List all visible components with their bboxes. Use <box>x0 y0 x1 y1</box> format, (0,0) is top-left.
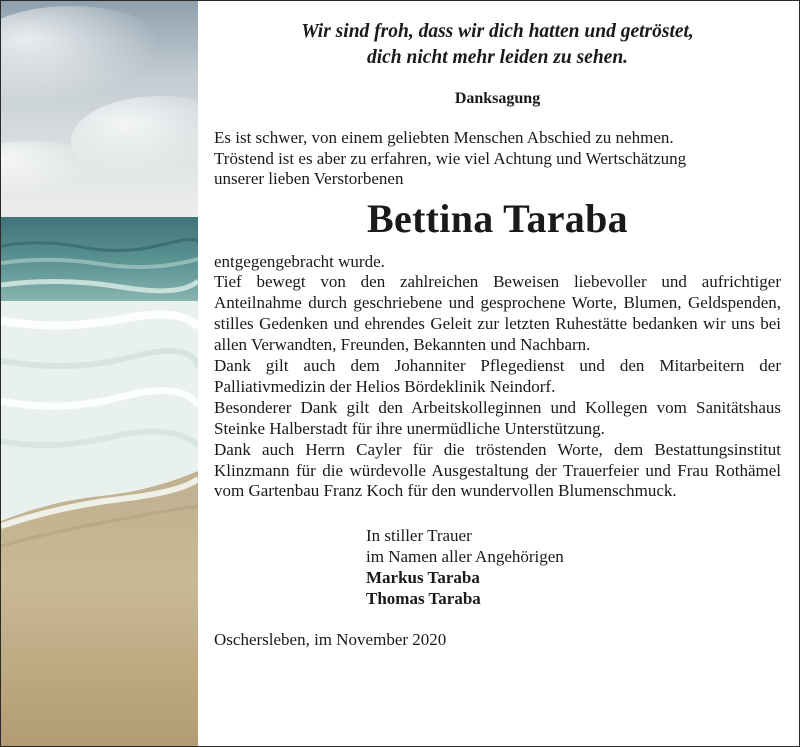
signatory-name: Markus Taraba <box>366 568 480 588</box>
deceased-name: Bettina Taraba <box>367 195 628 241</box>
motto-line: Wir sind froh, dass wir dich hatten und getröstet, <box>301 21 694 42</box>
place-date: Oschersleben, im November 2020 <box>214 630 447 649</box>
mourning-line: im Namen aller Angehörigen <box>366 547 564 567</box>
thanks-body <box>214 252 781 503</box>
intro-line: Tröstend ist es aber zu erfahren, wie viel Achtung und Wertschätzung <box>214 148 687 168</box>
text-column <box>214 1 781 650</box>
beach-photo <box>1 1 198 746</box>
paragraph: Dank auch Herrn Cayler für die tröstenden Worte, dem Bestattungsinstitut Klinzmann für die würdevolle Ausgestaltung der Trauerfeier und Frau Rothämel vom Gartenbau Franz Koch für den wundervollen Blumenschmuck. <box>214 439 781 501</box>
intro-line: unserer lieben Verstorbenen <box>214 169 404 188</box>
paragraph: Tief bewegt von den zahlreichen Beweisen liebevoller und aufrichtiger Anteilnahme durch geschriebene und gesprochene Worte, Blumen, Geldspenden, stilles Gedenken und ehrendes Geleit zur letzten Ruhestätte bedanken wir uns bei allen Verwandten, Freunden, Bekannten und Nachbarn. <box>214 272 781 355</box>
heading-danksagung: Danksagung <box>454 90 541 107</box>
motto-verse <box>214 19 781 71</box>
paragraph: Dank gilt auch dem Johanniter Pflegedienst und den Mitarbeitern der Palliativmedizin der Helios Bördeklinik Neindorf. <box>214 356 781 396</box>
intro-text <box>214 128 781 190</box>
intro-line: Es ist schwer, von einem geliebten Menschen Abschied zu nehmen. <box>214 128 674 147</box>
paragraph: entgegengebracht wurde. <box>214 251 385 271</box>
signatory-name: Thomas Taraba <box>366 589 481 609</box>
mourning-line: In stiller Trauer <box>366 526 472 546</box>
motto-line: dich nicht mehr leiden zu sehen. <box>366 47 629 68</box>
signature-block <box>366 526 781 610</box>
paragraph: Besonderer Dank gilt den Arbeitskolleginnen und Kollegen vom Sanitätshaus Steinke Halberstadt für ihre unermüdliche Unterstützung. <box>214 397 781 438</box>
